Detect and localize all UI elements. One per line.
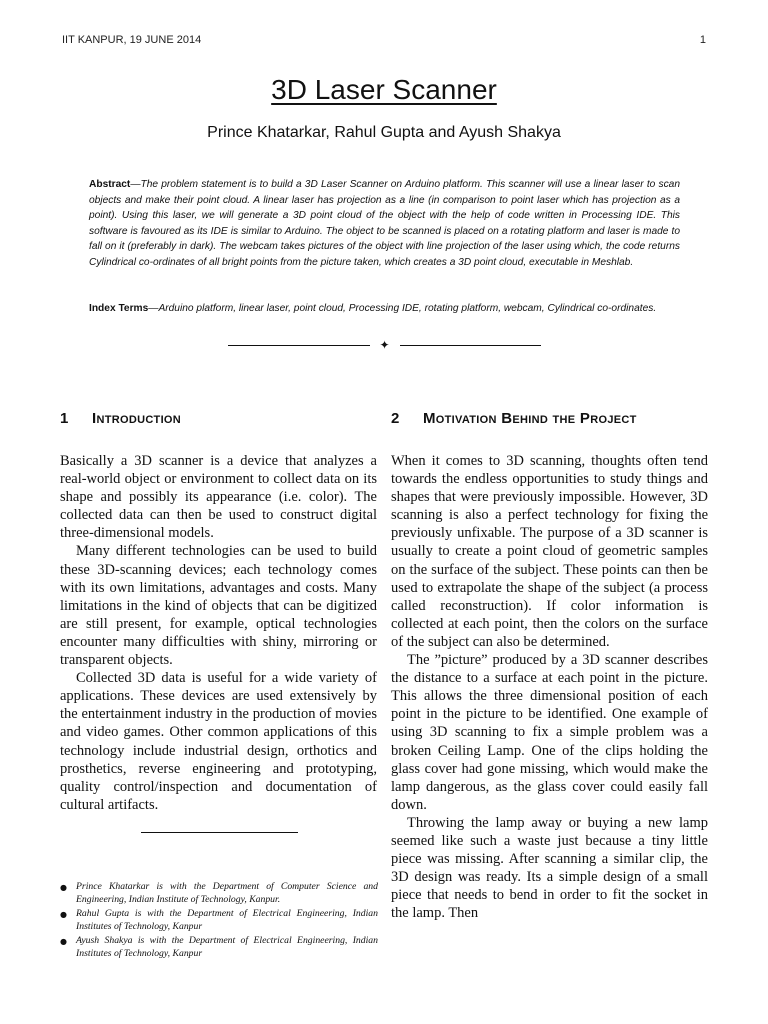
footnote-item <box>60 934 378 961</box>
section-2-paragraph: The ”picture” produced by a 3D scanner describes the distance to a surface at each point in the picture. This allows the three dimensional position of each point in the picture to be identified. One example of using 3D scanning to fix a simple problem was a broken Ceiling Lamp. One of the clips holding the glass cover had gone missing, which would make the lamp dangerous, as the glass cover could easily fall down. <box>391 652 708 813</box>
paper-authors: Prince Khatarkar, Rahul Gupta and Ayush Shakya <box>207 124 561 141</box>
abstract <box>89 177 680 270</box>
bullet-icon: ● <box>60 909 67 919</box>
running-head-text: IIT KANPUR, 19 JUNE 2014 <box>62 34 202 46</box>
index-terms-label: Index Terms <box>89 303 149 314</box>
footnote-item <box>60 907 378 934</box>
paper-title: 3D Laser Scanner <box>271 74 497 105</box>
bullet-icon: ● <box>60 883 67 892</box>
section-1-paragraph: Basically a 3D scanner is a device that analyzes a real-world object or environment to collect data on its shape and possibly its appearance (i.e. color). The collected data can then be used to construct digital three-dimensional models. <box>60 453 377 542</box>
bullet-icon: ● <box>60 936 67 946</box>
separator-rule-right <box>400 345 542 346</box>
section-1-number: 1 <box>60 410 69 427</box>
footnote-text: Ayush Shakya is with the Department of Electrical Engineering, Indian Institutes of Technology, Kanpur <box>76 934 378 960</box>
page-number: 1 <box>699 34 706 46</box>
footnote-item <box>60 880 378 907</box>
section-separator <box>228 338 541 352</box>
section-2-heading <box>391 410 708 432</box>
section-1-title: Introduction <box>92 410 182 427</box>
index-terms <box>89 301 680 317</box>
footnote-rule <box>141 832 298 833</box>
running-header <box>62 34 706 46</box>
abstract-label: Abstract <box>89 179 131 190</box>
separator-star-icon: ✦ <box>379 338 390 352</box>
section-1-heading <box>60 410 377 432</box>
section-2-paragraph: When it comes to 3D scanning, thoughts often tend towards the endless opportunities to study things and shapes that were previously impossible. However, 3D scanning is also a perfect technology for fixing the previously unfixable. The purpose of a 3D scanner is usually to create a point cloud of geometric samples on the surface of the subject. These points can then be used to extrapolate the shape of the subject (a process called reconstruction). If color information is collected at each point, then the colors on the surface of the subject can also be determined. <box>391 453 708 650</box>
separator-rule-left <box>228 345 370 346</box>
footnote-text: Prince Khatarkar is with the Department of Computer Science and Engineering, Indian Institute of Technology, Kanpur. <box>76 881 378 906</box>
section-2-paragraph: Throwing the lamp away or buying a new lamp seemed like such a waste just because a tiny little piece was missing. After scanning a similar clip, the 3D design was ready. Its a simple design of a small piece that needs to bend in order to fit the socket in the lamp. Then <box>391 814 708 922</box>
section-2-title: Motivation Behind the Project <box>423 410 637 427</box>
section-1-paragraph: Collected 3D data is useful for a wide variety of applications. These devices are used extensively by the entertainment industry in the production of movies and video games. Other common applications of this technology include industrial design, orthotics and prosthetics, reverse engineering and prototyping, quality control/inspection and documentation of cultural artifacts. <box>60 670 377 813</box>
index-terms-text: —Arduino platform, linear laser, point cloud, Processing IDE, rotating platform, webcam, Cylindrical co-ordinates. <box>148 303 657 314</box>
abstract-text: —The problem statement is to build a 3D Laser Scanner on Arduino platform. This scanner will use a linear laser to scan objects and make their point cloud. A linear laser has projection as a line (in comparison to point laser which has projection as a point). Using this laser, we will generate a 3D point cloud of the object with the help of code written in Processing IDE. This software is favoured as its IDE is similar to Arduino. The object to be scanned is placed on a rotating platform and laser is made to fall on it (preferably in dark). The webcam takes pictures of the object with line projection of the laser using which, the code returns Cylindrical co-ordinates of all bright points from the picture taken, which creates a 3D point cloud, executable in Meshlab. <box>89 179 680 268</box>
section-1-paragraph: Many different technologies can be used to build these 3D-scanning devices; each technology comes with its own limitations, advantages and costs. Many limitations in the kind of objects that can be digitized are still present, for example, optical technologies encounter many difficulties with shiny, mirroring or transparent objects. <box>60 543 377 669</box>
left-column <box>60 410 377 833</box>
right-column <box>391 410 708 922</box>
section-2-number: 2 <box>391 410 400 427</box>
footnote-text: Rahul Gupta is with the Department of Electrical Engineering, Indian Institutes of Technology, Kanpur <box>76 907 378 933</box>
author-footnotes <box>60 880 378 960</box>
